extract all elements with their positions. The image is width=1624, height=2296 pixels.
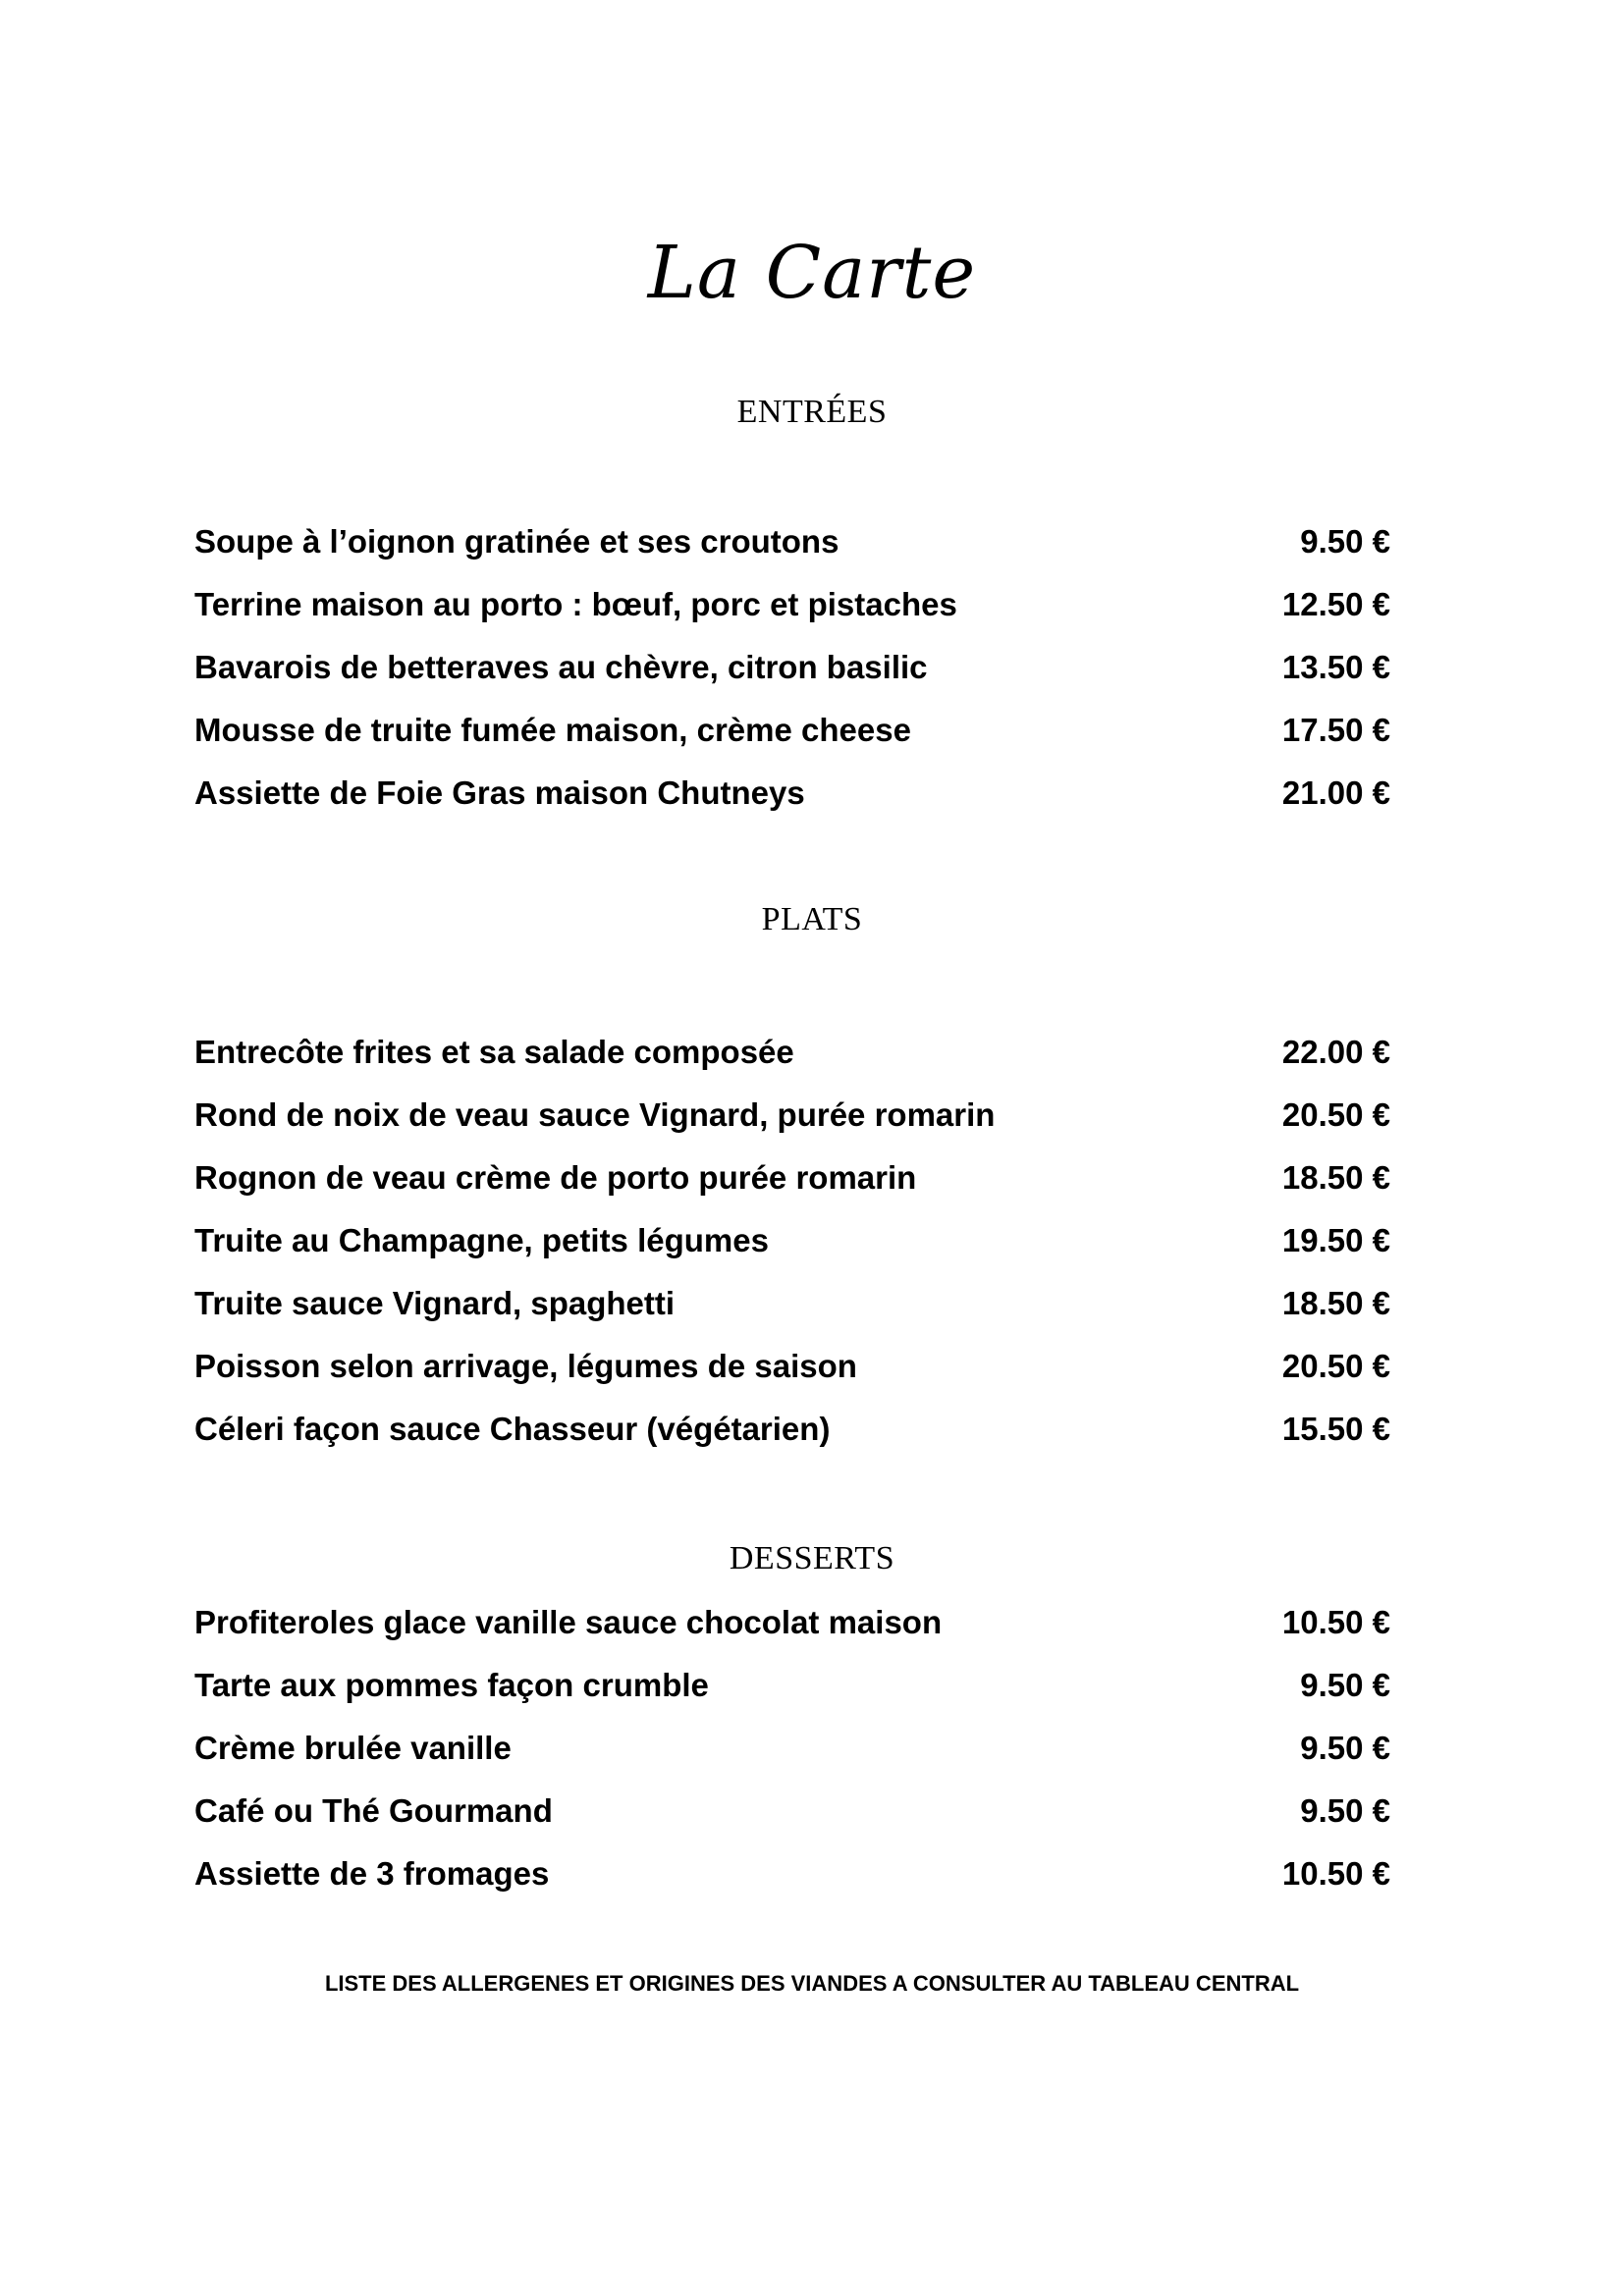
- menu-item-price: 15.50 €: [1281, 1411, 1390, 1447]
- menu-title: La Carte: [647, 231, 977, 315]
- menu-item-price: 20.50 €: [1281, 1348, 1390, 1384]
- menu-item-price: 10.50 €: [1281, 1604, 1390, 1640]
- menu-item: [194, 1726, 1390, 1771]
- section-heading-desserts: DESSERTS: [729, 1540, 895, 1576]
- menu-item: [194, 1600, 1390, 1645]
- menu-item-name: Soupe à l’oignon gratinée et ses croutons: [194, 523, 839, 560]
- menu-item-name: Poisson selon arrivage, légumes de saison: [194, 1348, 857, 1384]
- menu-item-price: 17.50 €: [1281, 712, 1390, 748]
- menu-item-price: 18.50 €: [1281, 1159, 1390, 1196]
- menu-item: [194, 1281, 1390, 1326]
- menu-item: [194, 582, 1390, 627]
- menu-item-name: Assiette de 3 fromages: [194, 1855, 550, 1892]
- menu-item-name: Crème brulée vanille: [194, 1730, 512, 1766]
- menu-item-price: 22.00 €: [1281, 1034, 1390, 1070]
- menu-item-price: 19.50 €: [1281, 1222, 1390, 1258]
- allergen-notice: LISTE DES ALLERGENES ET ORIGINES DES VIANDES A CONSULTER AU TABLEAU CENTRAL: [324, 1971, 1300, 1996]
- menu-item: [194, 1155, 1390, 1201]
- menu-item: [194, 1344, 1390, 1389]
- menu-item-name: Rond de noix de veau sauce Vignard, purée romarin: [194, 1096, 996, 1133]
- menu-item: [194, 1218, 1390, 1263]
- menu-item-name: Café ou Thé Gourmand: [194, 1792, 553, 1829]
- menu-item: [194, 1851, 1390, 1896]
- menu-item-price: 21.00 €: [1281, 774, 1390, 811]
- menu-item-price: 9.50 €: [1300, 1730, 1390, 1766]
- menu-item: [194, 1030, 1390, 1075]
- menu-item: [194, 708, 1390, 753]
- menu-item-name: Entrecôte frites et sa salade composée: [194, 1034, 794, 1070]
- menu-item-name: Truite au Champagne, petits légumes: [194, 1222, 769, 1258]
- menu-item-name: Truite sauce Vignard, spaghetti: [194, 1285, 676, 1321]
- menu-item-name: Assiette de Foie Gras maison Chutneys: [194, 774, 805, 811]
- menu-item: [194, 1407, 1390, 1452]
- menu-item: [194, 1093, 1390, 1138]
- menu-item: [194, 771, 1390, 816]
- menu-item-price: 9.50 €: [1300, 1792, 1390, 1829]
- section-heading-entrees: ENTRÉES: [736, 394, 888, 430]
- menu-item-name: Mousse de truite fumée maison, crème cheese: [194, 712, 911, 748]
- menu-item-price: 13.50 €: [1281, 649, 1390, 685]
- menu-item-price: 12.50 €: [1281, 586, 1390, 622]
- menu-item-name: Rognon de veau crème de porto purée romarin: [194, 1159, 917, 1196]
- menu-item: [194, 519, 1390, 564]
- menu-item-price: 18.50 €: [1281, 1285, 1390, 1321]
- menu-item-price: 20.50 €: [1281, 1096, 1390, 1133]
- menu-item-price: 9.50 €: [1300, 523, 1390, 560]
- menu-item: [194, 1663, 1390, 1708]
- menu-item-name: Profiteroles glace vanille sauce chocolat maison: [194, 1604, 943, 1640]
- menu-item-name: Bavarois de betteraves au chèvre, citron basilic: [194, 649, 928, 685]
- menu-item-price: 10.50 €: [1281, 1855, 1390, 1892]
- menu-item-name: Terrine maison au porto : bœuf, porc et pistaches: [194, 586, 957, 622]
- menu-item: [194, 1789, 1390, 1834]
- section-heading-plats: PLATS: [761, 901, 863, 937]
- menu-item-name: Céleri façon sauce Chasseur (végétarien): [194, 1411, 831, 1447]
- menu-item-price: 9.50 €: [1300, 1667, 1390, 1703]
- menu-item-name: Tarte aux pommes façon crumble: [194, 1667, 709, 1703]
- menu-item: [194, 645, 1390, 690]
